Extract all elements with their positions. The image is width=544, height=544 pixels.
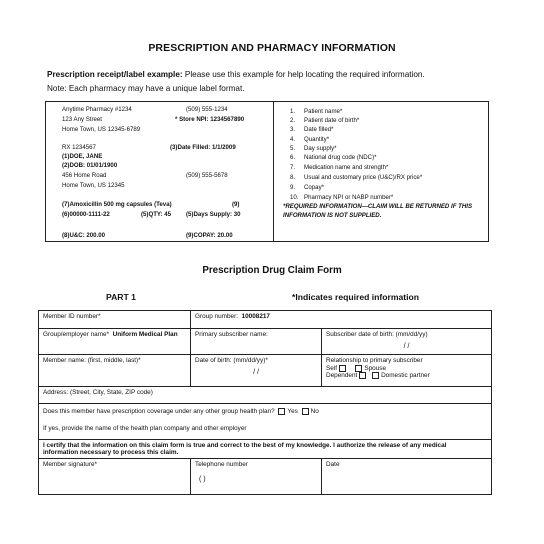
legend-item: 6. National drug code (NDC)* bbox=[290, 154, 377, 161]
claim-form-title: Prescription Drug Claim Form bbox=[202, 265, 342, 276]
relationship-field: Relationship to primary subscriber Self Spouse Dependent Domestic partner bbox=[322, 355, 492, 387]
sample-patient-name: (1)DOE, JANE bbox=[62, 153, 103, 160]
sample-city: Home Town, US 12345-6789 bbox=[62, 126, 141, 133]
sample-drug: (7)Amoxicillin 500 mg capsules (Teva) bbox=[62, 201, 172, 208]
sample-phone2: (509) 555-5678 bbox=[186, 172, 228, 179]
intro-text: Please use this example for help locating the required information. bbox=[184, 70, 425, 79]
legend-warning-line1: *REQUIRED INFORMATION—CLAIM WILL BE RETURNED IF THIS bbox=[283, 203, 473, 210]
intro-note: Note: Each pharmacy may have a unique label format. bbox=[47, 84, 245, 93]
sample-street: 123 Any Street bbox=[62, 116, 102, 123]
coverage-yes-checkbox[interactable] bbox=[278, 408, 285, 415]
sample-phone1: (509) 555-1234 bbox=[186, 106, 228, 113]
employer-field[interactable]: Group/employer name* Uniform Medical Plan bbox=[39, 329, 191, 355]
other-plan-label: If yes, provide the name of the health plan company and other employer bbox=[43, 425, 247, 433]
dependent-checkbox[interactable] bbox=[359, 372, 366, 379]
intro-label: Prescription receipt/label example: bbox=[47, 70, 183, 79]
member-id-field[interactable]: Member ID number* bbox=[39, 311, 191, 329]
coverage-section: Does this member have prescription coverage under any other group health plan? Yes No If yes, provide the name of the health plan company and other employer bbox=[39, 404, 492, 440]
coverage-question: Does this member have prescription coverage under any other group health plan? bbox=[43, 408, 275, 416]
spouse-checkbox[interactable] bbox=[355, 365, 362, 372]
legend-item: 9. Copay* bbox=[290, 184, 324, 191]
domestic-partner-checkbox[interactable] bbox=[372, 372, 379, 379]
primary-subscriber-name-field[interactable]: Primary subscriber name: bbox=[191, 329, 322, 355]
telephone-field[interactable]: Telephone number ( ) bbox=[191, 459, 322, 495]
group-number-field[interactable]: Group number: 10008217 bbox=[191, 311, 492, 329]
legend-item: 8. Usual and customary price (U&C)/RX price* bbox=[290, 174, 423, 181]
legend-warning-line2: INFORMATION IS NOT SUPPLIED. bbox=[283, 212, 382, 219]
address-field[interactable]: Address: (Street, City, State, ZIP code) bbox=[39, 387, 492, 404]
legend-item: 5. Day supply* bbox=[290, 145, 337, 152]
legend-item: 7. Medication name and strength* bbox=[290, 164, 389, 171]
legend-item: 1. Patient name* bbox=[290, 108, 343, 115]
legend-item: 10. Pharmacy NPI or NABP number* bbox=[290, 194, 394, 201]
sample-address: 456 Home Road bbox=[62, 172, 107, 179]
sample-rx: RX 1234567 bbox=[62, 144, 96, 151]
claim-form-table bbox=[38, 310, 492, 495]
member-signature-field[interactable]: Member signature* bbox=[39, 459, 191, 495]
sample-ndc: (6)00000-1111-22 bbox=[62, 211, 110, 218]
coverage-no-checkbox[interactable] bbox=[302, 408, 309, 415]
legend-item: 2. Patient date of birth* bbox=[290, 117, 360, 124]
part-label: PART 1 bbox=[106, 292, 136, 302]
sample-days-supply: (5)Days Supply: 30 bbox=[186, 211, 241, 218]
required-note: *Indicates required information bbox=[292, 292, 420, 302]
legend-item: 4. Quantity* bbox=[290, 136, 330, 143]
page-title: PRESCRIPTION AND PHARMACY INFORMATION bbox=[148, 42, 396, 54]
subscriber-dob-field[interactable]: Subscriber date of birth: (mm/dd/yy) / / bbox=[322, 329, 492, 355]
sample-qty: (5)QTY: 45 bbox=[141, 211, 172, 218]
sample-pharmacy: Anytime Pharmacy #1234 bbox=[62, 106, 132, 113]
self-checkbox[interactable] bbox=[339, 365, 346, 372]
member-dob-field[interactable]: Date of birth: (mm/dd/yy)* / / bbox=[191, 355, 322, 387]
legend-item: 3. Date filled* bbox=[290, 126, 334, 133]
intro-line bbox=[47, 70, 425, 79]
sample-dob: (2)DOB: 01/01/1900 bbox=[62, 162, 118, 169]
sample-date-filled: (3)Date Filled: 1/1/2009 bbox=[170, 144, 236, 151]
sample-drug-suffix: (9) bbox=[232, 201, 240, 208]
certification-text: I certify that the information on this claim form is true and correct to the best of my knowledge. I authorize the release of any medical information necessary to process this claim. bbox=[39, 440, 492, 459]
sample-divider bbox=[273, 101, 274, 242]
date-field[interactable]: Date bbox=[322, 459, 492, 495]
sample-copay: (9)COPAY: 20.00 bbox=[186, 232, 233, 239]
member-name-field[interactable]: Member name: (first, middle, last)* bbox=[39, 355, 191, 387]
sample-uc: (8)U&C: 200.00 bbox=[62, 232, 106, 239]
sample-city2: Home Town, US 12345 bbox=[62, 182, 125, 189]
sample-npi: * Store NPI: 1234567890 bbox=[175, 116, 245, 123]
sample-label-box bbox=[45, 101, 489, 242]
